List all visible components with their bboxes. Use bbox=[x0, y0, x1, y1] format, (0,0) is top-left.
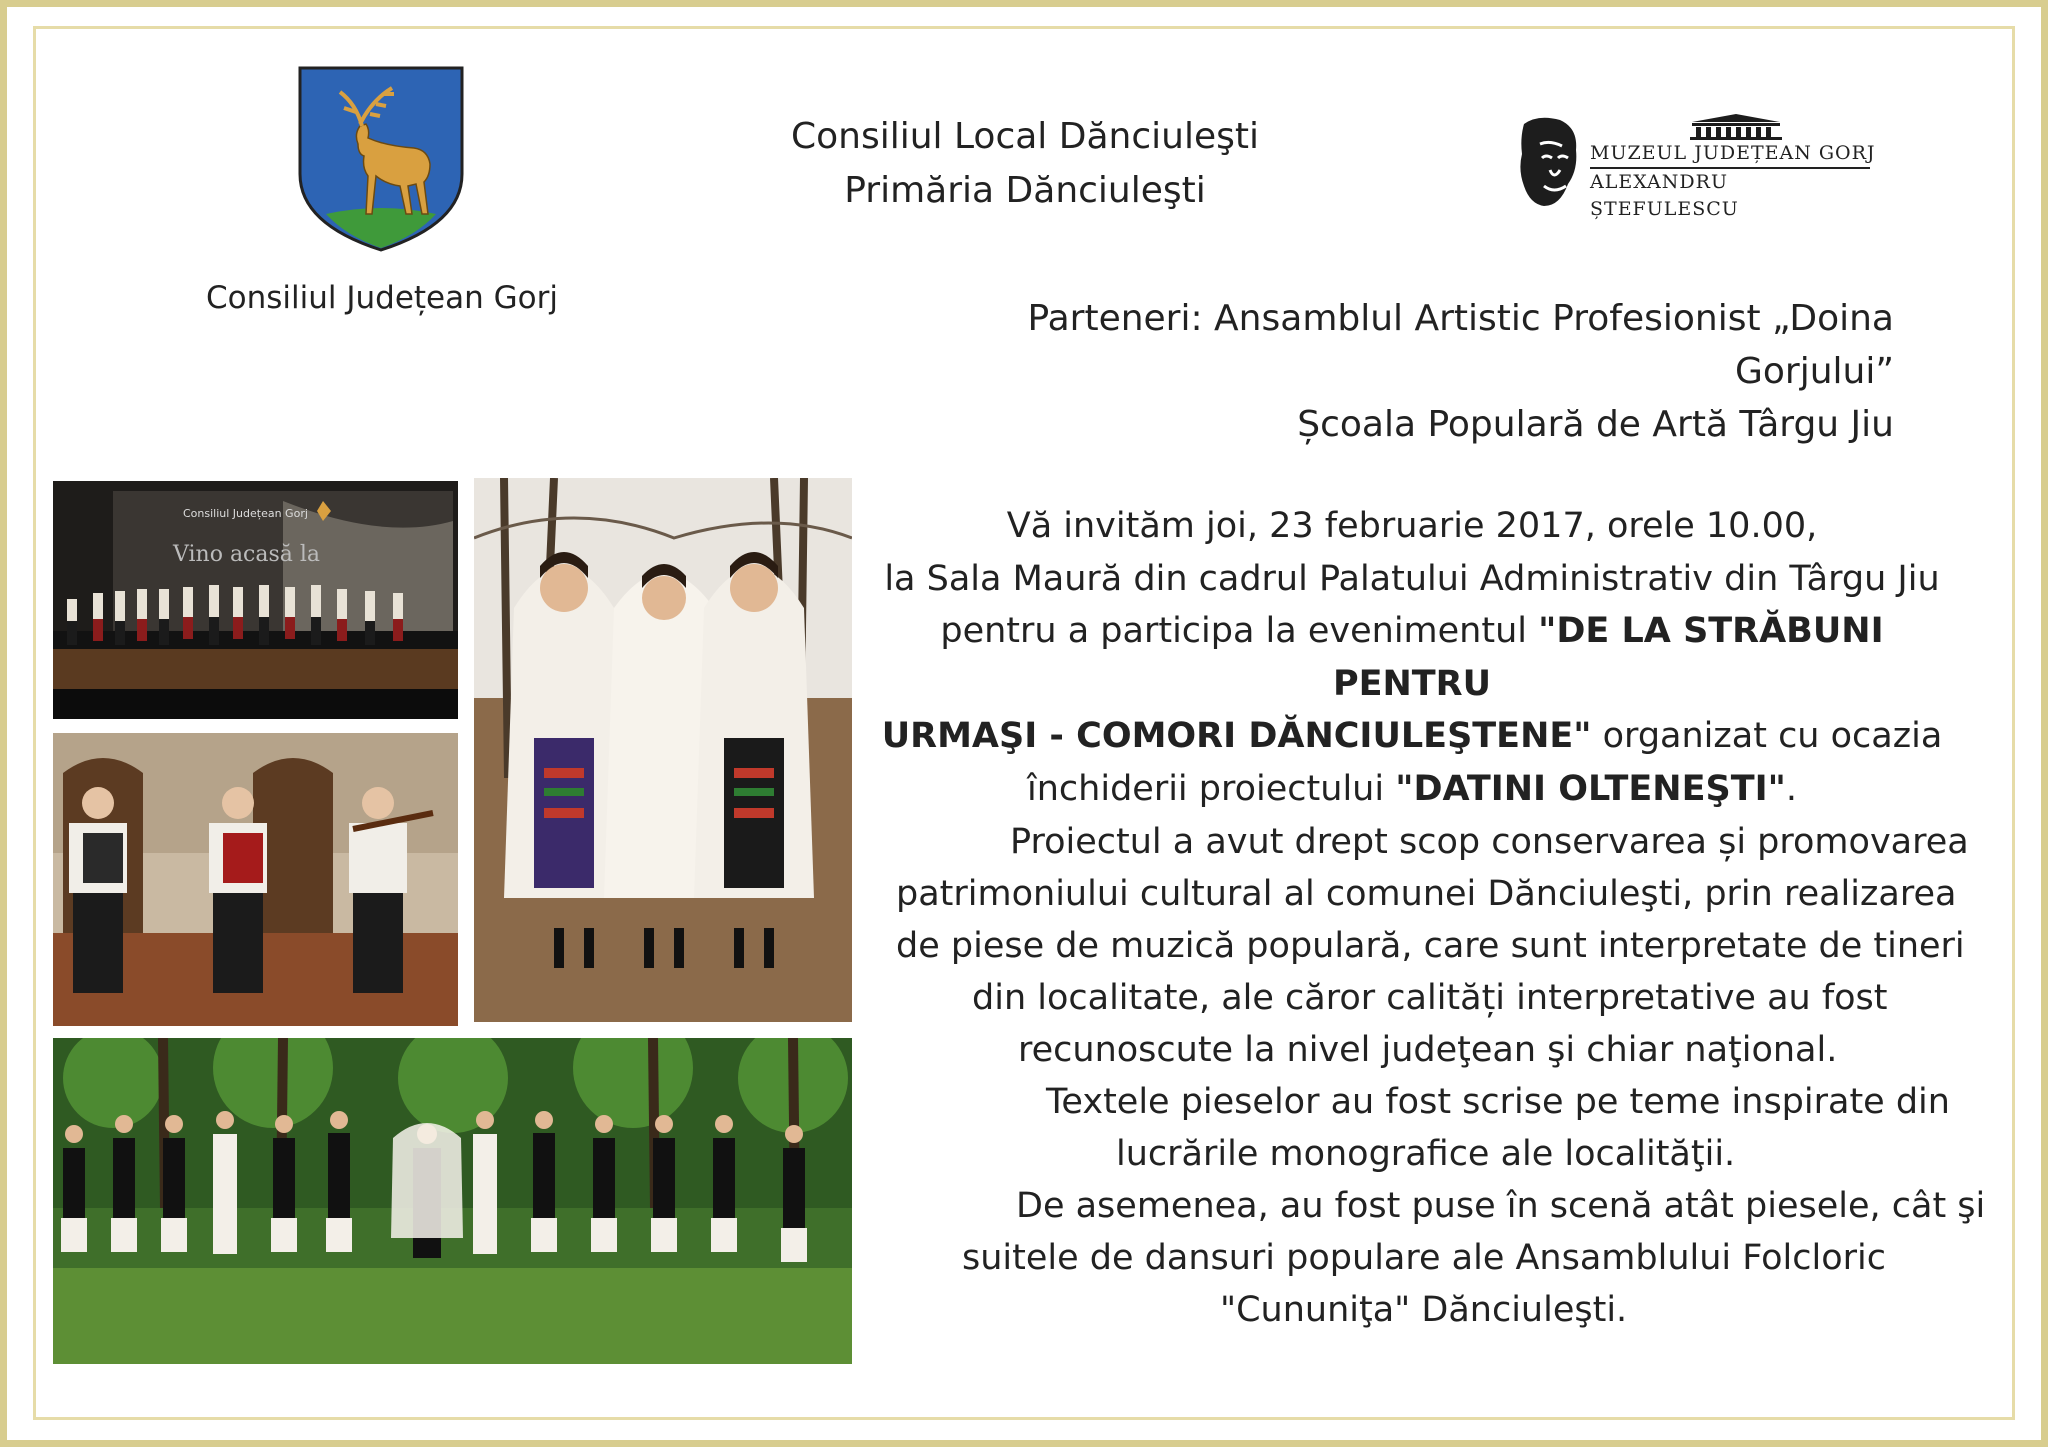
description-line: Proiectul a avut drept scop conservarea și promovarea bbox=[1010, 822, 1969, 862]
museum-name-line1: MUZEUL JUDEȚEAN GORJ bbox=[1590, 142, 1876, 164]
description-line: de piese de muzică populară, care sunt interpretate de tineri bbox=[896, 926, 1965, 966]
description-line: din localitate, ale căror calități interpretative au fost bbox=[972, 978, 1888, 1018]
museum-name bbox=[1590, 140, 1880, 223]
event-name-part-2: URMAŞI - COMORI DĂNCIULEŞTENE" bbox=[881, 716, 1592, 756]
town-hall-label: Primăria Dănciuleşti bbox=[844, 170, 1206, 211]
partners-line-1: Parteneri: Ansamblul Artistic Profesionist „Doina Gorjului” bbox=[1027, 298, 1894, 392]
project-name: "DATINI OLTENEŞTI" bbox=[1395, 768, 1786, 809]
description-line: lucrările monografice ale localităţii. bbox=[1116, 1134, 1736, 1174]
description-line: Textele pieselor au fost scrise pe teme inspirate din bbox=[1046, 1082, 1950, 1122]
description-line: recunoscute la nivel judeţean şi chiar naţional. bbox=[1018, 1030, 1838, 1070]
museum-building-icon bbox=[1688, 114, 1784, 140]
invitation-line-3 bbox=[862, 605, 1962, 710]
partners-block bbox=[860, 292, 1894, 451]
invitation-line-4-text: organizat cu ocazia bbox=[1591, 716, 1943, 756]
invitation-line-3-text: pentru a participa la evenimentul bbox=[940, 611, 1539, 651]
description-line: "Cununiţa" Dănciuleşti. bbox=[1220, 1290, 1628, 1330]
invitation-line-5 bbox=[862, 763, 1962, 816]
folk-dance-circle-photo bbox=[53, 1038, 852, 1364]
invitation-line-5-text: închiderii proiectului bbox=[1027, 768, 1396, 809]
invitation-line-1: Vă invităm joi, 23 februarie 2017, orele 10.00, bbox=[1006, 506, 1818, 546]
event-name-part-1: "DE LA STRĂBUNI PENTRU bbox=[1332, 611, 1884, 704]
organizer-block bbox=[770, 110, 1280, 218]
stage-banner-title: Consiliul Județean Gorj bbox=[183, 507, 308, 520]
gorj-coat-of-arms-icon bbox=[296, 64, 466, 254]
description-line: suitele de dansuri populare ale Ansamblului Folcloric bbox=[962, 1238, 1887, 1278]
stage-performance-photo bbox=[53, 481, 458, 719]
invitation-line-2: la Sala Maură din cadrul Palatului Administrativ din Târgu Jiu bbox=[884, 558, 1940, 599]
partners-line-2: Școala Populară de Artă Târgu Jiu bbox=[1297, 404, 1894, 445]
musicians-photo bbox=[53, 733, 458, 1026]
stage-banner-subtitle: Vino acasă la bbox=[173, 542, 321, 567]
traditional-costume-singers-photo bbox=[474, 478, 852, 1022]
museum-name-line2: ALEXANDRU ȘTEFULESCU bbox=[1590, 171, 1739, 220]
description-line: patrimoniului cultural al comunei Dănciuleşti, prin realizarea bbox=[896, 874, 1957, 914]
museum-logo bbox=[1516, 114, 1876, 220]
county-council-label: Consiliul Județean Gorj bbox=[206, 280, 558, 316]
description-line: De asemenea, au fost puse în scenă atât piesele, cât şi bbox=[1016, 1186, 1986, 1226]
portrait-icon bbox=[1516, 114, 1586, 210]
local-council-label: Consiliul Local Dănciuleşti bbox=[791, 116, 1259, 157]
invitation-line-4 bbox=[862, 710, 1962, 763]
invitation-line-5-end: . bbox=[1785, 768, 1797, 809]
invitation-paragraph bbox=[862, 500, 1962, 815]
